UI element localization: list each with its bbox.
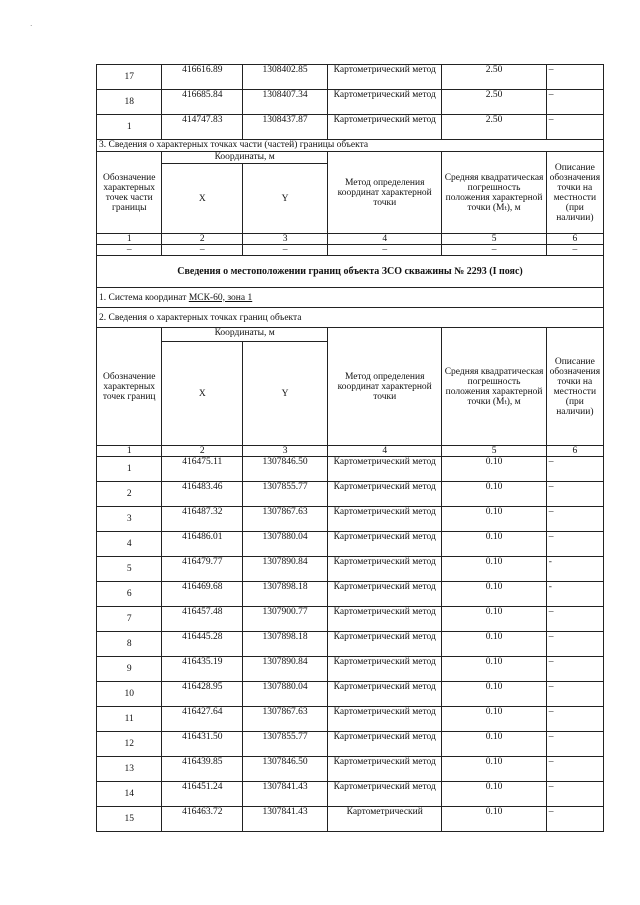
coord-y: 1308437.87 bbox=[243, 115, 328, 140]
point-number: 8 bbox=[97, 632, 162, 657]
section3-header-error: Средняя квадратическая погрешность положения характерной точки (Mₜ), м bbox=[442, 152, 546, 234]
coord-x: 416616.89 bbox=[162, 65, 243, 90]
point-number: 1 bbox=[97, 457, 162, 482]
scan-mark: · bbox=[30, 22, 33, 30]
coord-y: 1307855.77 bbox=[243, 732, 328, 757]
description: – bbox=[546, 532, 603, 557]
point-number: 18 bbox=[97, 90, 162, 115]
point-number: 6 bbox=[97, 582, 162, 607]
mean-error: 0.10 bbox=[442, 632, 546, 657]
method: Картометрический метод bbox=[327, 90, 441, 115]
description: – bbox=[546, 732, 603, 757]
section3-header-desc: Описание обозначения точки на местности (при наличии) bbox=[546, 152, 603, 234]
boundary-point-row bbox=[97, 607, 604, 632]
section3-header-coords: Координаты, м bbox=[162, 152, 328, 164]
column-number: 6 bbox=[546, 446, 603, 457]
mean-error: 0.10 bbox=[442, 507, 546, 532]
description: – bbox=[546, 807, 603, 832]
empty-cell: – bbox=[97, 245, 162, 256]
boundary-point-row bbox=[97, 532, 604, 557]
section2-header-desc: Описание обозначения точки на местности (при наличии) bbox=[546, 328, 603, 446]
coord-x: 416435.19 bbox=[162, 657, 243, 682]
boundary-point-row bbox=[97, 582, 604, 607]
section3-column-numbers bbox=[97, 234, 604, 245]
point-number: 2 bbox=[97, 482, 162, 507]
description: – bbox=[546, 707, 603, 732]
description: – bbox=[546, 65, 603, 90]
section3-empty-row bbox=[97, 245, 604, 256]
mean-error: 0.10 bbox=[442, 557, 546, 582]
method: Картометрический метод bbox=[327, 782, 441, 807]
point-number: 4 bbox=[97, 532, 162, 557]
boundary-point-row bbox=[97, 707, 604, 732]
section2-header-coords: Координаты, м bbox=[162, 328, 328, 342]
empty-cell: – bbox=[546, 245, 603, 256]
boundary-point-row bbox=[97, 682, 604, 707]
coord-y: 1307890.84 bbox=[243, 557, 328, 582]
method: Картометрический метод bbox=[327, 65, 441, 90]
method: Картометрический метод bbox=[327, 707, 441, 732]
coord-y: 1307880.04 bbox=[243, 682, 328, 707]
coord-y: 1307890.84 bbox=[243, 657, 328, 682]
description: – bbox=[546, 782, 603, 807]
method: Картометрический метод bbox=[327, 732, 441, 757]
boundary-point-row bbox=[97, 782, 604, 807]
description: – bbox=[546, 507, 603, 532]
point-number: 7 bbox=[97, 607, 162, 632]
section2-header-point: Обозначение характерных точек границ bbox=[97, 328, 162, 446]
section2-column-numbers bbox=[97, 446, 604, 457]
boundary-point-row bbox=[97, 457, 604, 482]
coord-y: 1307900.77 bbox=[243, 607, 328, 632]
coord-y: 1307846.50 bbox=[243, 457, 328, 482]
coord-y: 1307867.63 bbox=[243, 507, 328, 532]
coord-y: 1307841.43 bbox=[243, 807, 328, 832]
description: – bbox=[546, 607, 603, 632]
coord-x: 416463.72 bbox=[162, 807, 243, 832]
column-number: 3 bbox=[243, 234, 328, 245]
mean-error: 2.50 bbox=[442, 115, 546, 140]
mean-error: 0.10 bbox=[442, 532, 546, 557]
column-number: 5 bbox=[442, 446, 546, 457]
mean-error: 0.10 bbox=[442, 657, 546, 682]
method: Картометрический метод bbox=[327, 682, 441, 707]
point-number: 17 bbox=[97, 65, 162, 90]
point-number: 3 bbox=[97, 507, 162, 532]
boundary-point-row bbox=[97, 732, 604, 757]
main-rows-group bbox=[97, 457, 604, 832]
method: Картометрический метод bbox=[327, 482, 441, 507]
description: – bbox=[546, 657, 603, 682]
boundary-point-row bbox=[97, 507, 604, 532]
boundary-point-row bbox=[97, 632, 604, 657]
coord-x: 416445.28 bbox=[162, 632, 243, 657]
point-number: 5 bbox=[97, 557, 162, 582]
description: - bbox=[546, 582, 603, 607]
section2-header-x: X bbox=[162, 342, 243, 446]
column-number: 2 bbox=[162, 234, 243, 245]
description: – bbox=[546, 682, 603, 707]
method: Картометрический метод bbox=[327, 582, 441, 607]
mean-error: 0.10 bbox=[442, 482, 546, 507]
boundary-point-row bbox=[97, 557, 604, 582]
point-number: 10 bbox=[97, 682, 162, 707]
coord-x: 416469.68 bbox=[162, 582, 243, 607]
description: – bbox=[546, 757, 603, 782]
method: Картометрический метод bbox=[327, 115, 441, 140]
point-number: 11 bbox=[97, 707, 162, 732]
coord-y: 1307867.63 bbox=[243, 707, 328, 732]
column-number: 1 bbox=[97, 234, 162, 245]
point-number: 9 bbox=[97, 657, 162, 682]
coord-x: 416483.46 bbox=[162, 482, 243, 507]
coord-y: 1307898.18 bbox=[243, 582, 328, 607]
section2-header-error: Средняя квадратическая погрешность положения характерной точки (Mₜ), м bbox=[442, 328, 546, 446]
coord-x: 416457.48 bbox=[162, 607, 243, 632]
coord-x: 416428.95 bbox=[162, 682, 243, 707]
zone-title: Сведения о местоположении границ объекта ЗСО скважины № 2293 (I пояс) bbox=[97, 256, 604, 288]
mean-error: 0.10 bbox=[442, 782, 546, 807]
description: – bbox=[546, 457, 603, 482]
column-number: 5 bbox=[442, 234, 546, 245]
column-number: 4 bbox=[327, 234, 441, 245]
top-table-row bbox=[97, 90, 604, 115]
section3-group bbox=[97, 140, 604, 256]
point-number: 15 bbox=[97, 807, 162, 832]
document-body bbox=[96, 64, 604, 832]
coord-y: 1308402.85 bbox=[243, 65, 328, 90]
point-number: 12 bbox=[97, 732, 162, 757]
section3-header-y: Y bbox=[243, 164, 328, 234]
coord-x: 416487.32 bbox=[162, 507, 243, 532]
mean-error: 2.50 bbox=[442, 90, 546, 115]
description: – bbox=[546, 115, 603, 140]
boundary-point-row bbox=[97, 807, 604, 832]
top-table-row bbox=[97, 65, 604, 90]
empty-cell: – bbox=[327, 245, 441, 256]
section3-header-x: X bbox=[162, 164, 243, 234]
mean-error: 0.10 bbox=[442, 807, 546, 832]
method: Картометрический метод bbox=[327, 507, 441, 532]
coord-system-row bbox=[97, 288, 604, 308]
description: – bbox=[546, 482, 603, 507]
coord-y: 1307898.18 bbox=[243, 632, 328, 657]
section3-header-point: Обозначение характерных точек части границы bbox=[97, 152, 162, 234]
mean-error: 0.10 bbox=[442, 757, 546, 782]
coord-x: 416685.84 bbox=[162, 90, 243, 115]
coord-y: 1307846.50 bbox=[243, 757, 328, 782]
method: Картометрический метод bbox=[327, 657, 441, 682]
column-number: 4 bbox=[327, 446, 441, 457]
coord-x: 416451.24 bbox=[162, 782, 243, 807]
coord-y: 1307855.77 bbox=[243, 482, 328, 507]
description: – bbox=[546, 90, 603, 115]
method: Картометрический метод bbox=[327, 607, 441, 632]
coord-x: 416427.64 bbox=[162, 707, 243, 732]
section3-title: 3. Сведения о характерных точках части (частей) границы объекта bbox=[97, 140, 604, 152]
empty-cell: – bbox=[243, 245, 328, 256]
coord-y: 1307880.04 bbox=[243, 532, 328, 557]
method: Картометрический метод bbox=[327, 532, 441, 557]
coord-system-label: 1. Система координат bbox=[99, 292, 187, 303]
column-number: 3 bbox=[243, 446, 328, 457]
method: Картометрический метод bbox=[327, 557, 441, 582]
method: Картометрический метод bbox=[327, 757, 441, 782]
coord-x: 416439.85 bbox=[162, 757, 243, 782]
point-number: 14 bbox=[97, 782, 162, 807]
boundary-point-row bbox=[97, 757, 604, 782]
coord-x: 416479.77 bbox=[162, 557, 243, 582]
method: Картометрический метод bbox=[327, 632, 441, 657]
mean-error: 0.10 bbox=[442, 707, 546, 732]
mean-error: 0.10 bbox=[442, 607, 546, 632]
section2-header-method: Метод определения координат характерной точки bbox=[327, 328, 441, 446]
point-number: 13 bbox=[97, 757, 162, 782]
zone-group bbox=[97, 256, 604, 457]
empty-cell: – bbox=[442, 245, 546, 256]
coord-x: 416475.11 bbox=[162, 457, 243, 482]
coord-x: 414747.83 bbox=[162, 115, 243, 140]
coord-system-value: МСК-60, зона 1 bbox=[188, 292, 253, 303]
point-number: 1 bbox=[97, 115, 162, 140]
mean-error: 0.10 bbox=[442, 732, 546, 757]
mean-error: 2.50 bbox=[442, 65, 546, 90]
mean-error: 0.10 bbox=[442, 457, 546, 482]
column-number: 1 bbox=[97, 446, 162, 457]
boundary-table bbox=[96, 64, 604, 832]
coord-y: 1307841.43 bbox=[243, 782, 328, 807]
empty-cell: – bbox=[162, 245, 243, 256]
section2-header-y: Y bbox=[243, 342, 328, 446]
top-rows-group bbox=[97, 65, 604, 140]
boundary-point-row bbox=[97, 657, 604, 682]
column-number: 6 bbox=[546, 234, 603, 245]
description: – bbox=[546, 632, 603, 657]
coord-y: 1308407.34 bbox=[243, 90, 328, 115]
mean-error: 0.10 bbox=[442, 682, 546, 707]
coord-x: 416431.50 bbox=[162, 732, 243, 757]
method: Картометрический bbox=[327, 807, 441, 832]
column-number: 2 bbox=[162, 446, 243, 457]
coord-x: 416486.01 bbox=[162, 532, 243, 557]
boundary-point-row bbox=[97, 482, 604, 507]
section2-title: 2. Сведения о характерных точках границ объекта bbox=[97, 308, 604, 328]
description: - bbox=[546, 557, 603, 582]
section3-header-method: Метод определения координат характерной точки bbox=[327, 152, 441, 234]
method: Картометрический метод bbox=[327, 457, 441, 482]
mean-error: 0.10 bbox=[442, 582, 546, 607]
top-table-row bbox=[97, 115, 604, 140]
